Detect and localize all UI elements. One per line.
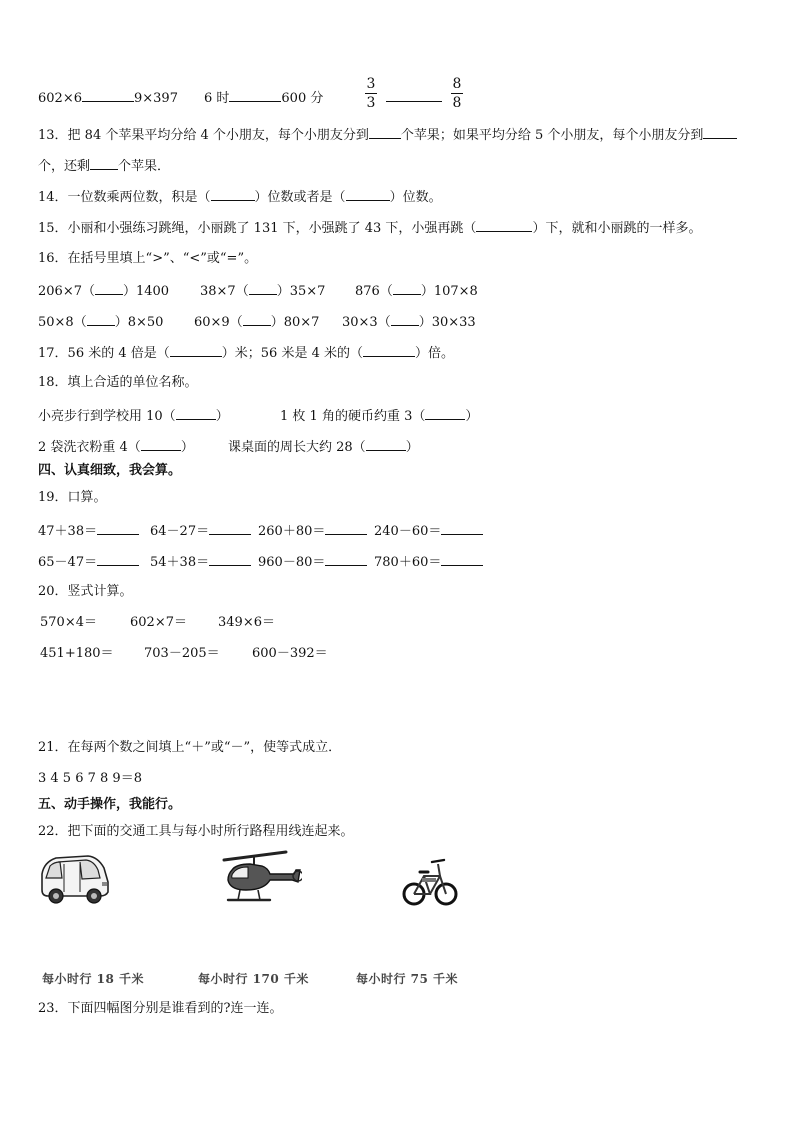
question-16-title: 16．在括号里填上“>”、“<”或“=”。 bbox=[38, 251, 258, 266]
blank[interactable] bbox=[369, 126, 401, 139]
question-21-title: 21．在每两个数之间填上“＋”或“－”，使等式成立． bbox=[38, 740, 342, 755]
q19-item bbox=[150, 553, 251, 571]
text: 260＋80＝ bbox=[258, 524, 326, 539]
text: ）倍。 bbox=[414, 346, 454, 361]
denominator: 3 bbox=[366, 95, 376, 111]
text: ）30×33 bbox=[418, 315, 476, 330]
blank[interactable] bbox=[363, 344, 415, 357]
question-13-line1 bbox=[38, 126, 737, 144]
text: ）下，就和小丽跳的一样多。 bbox=[532, 221, 702, 236]
text: 30×3（ bbox=[342, 315, 391, 330]
text: 65－47＝ bbox=[38, 555, 98, 570]
answer-blank[interactable] bbox=[441, 553, 483, 566]
text: ） bbox=[215, 409, 229, 424]
text: 15．小丽和小强练习跳绳，小丽跳了 131 下，小强跳了 43 下，小强再跳（ bbox=[38, 221, 477, 236]
fraction-bar bbox=[365, 93, 377, 94]
blank[interactable] bbox=[366, 438, 406, 451]
blank[interactable] bbox=[90, 157, 118, 170]
blank[interactable] bbox=[393, 282, 421, 295]
text: 38×7（ bbox=[200, 284, 249, 299]
helicopter-icon[interactable] bbox=[216, 848, 302, 912]
question-14 bbox=[38, 188, 442, 206]
expr-6h: 6 时 bbox=[204, 91, 230, 106]
question-22-title: 22．把下面的交通工具与每小时所行路程用线连起来。 bbox=[38, 824, 354, 839]
text: ） bbox=[180, 440, 194, 455]
q18-item bbox=[38, 407, 229, 425]
text: 个，还剩 bbox=[38, 159, 91, 174]
question-15 bbox=[38, 219, 701, 237]
text: 780＋60＝ bbox=[374, 555, 442, 570]
text: 876（ bbox=[355, 284, 393, 299]
expr-9x397: 9×397 bbox=[133, 91, 178, 106]
text: ） bbox=[405, 440, 419, 455]
question-18-title: 18．填上合适的单位名称。 bbox=[38, 375, 198, 390]
q20-item: 349×6＝ bbox=[218, 615, 275, 630]
q16-item bbox=[38, 313, 163, 331]
text: 小亮步行到学校用 10（ bbox=[38, 409, 176, 424]
denominator: 8 bbox=[452, 95, 462, 111]
text: ）位数或者是（ bbox=[254, 190, 346, 205]
question-21-expression: 3 4 5 6 7 8 9＝8 bbox=[38, 771, 142, 786]
answer-blank[interactable] bbox=[325, 522, 367, 535]
compare-time bbox=[204, 89, 323, 107]
answer-blank[interactable] bbox=[441, 522, 483, 535]
blank[interactable] bbox=[243, 313, 271, 326]
blank[interactable] bbox=[211, 188, 255, 201]
q19-item bbox=[38, 522, 139, 540]
section-5-heading: 五、动手操作，我能行。 bbox=[38, 797, 182, 812]
answer-blank[interactable] bbox=[97, 553, 139, 566]
fraction-bar bbox=[451, 93, 463, 94]
blank[interactable] bbox=[82, 89, 134, 102]
blank[interactable] bbox=[703, 126, 737, 139]
text: 47＋38＝ bbox=[38, 524, 98, 539]
blank[interactable] bbox=[176, 407, 216, 420]
blank[interactable] bbox=[87, 313, 115, 326]
text: 14．一位数乘两位数，积是（ bbox=[38, 190, 211, 205]
blank[interactable] bbox=[386, 101, 442, 102]
blank[interactable] bbox=[476, 219, 532, 232]
fraction-8-8 bbox=[450, 76, 464, 111]
answer-blank[interactable] bbox=[97, 522, 139, 535]
speed-caption-170[interactable]: 每小时行 170 千米 bbox=[198, 972, 309, 986]
text: ）1400 bbox=[122, 284, 170, 299]
q20-item: 451+180＝ bbox=[40, 646, 114, 661]
q20-item: 703－205＝ bbox=[144, 646, 220, 661]
blank[interactable] bbox=[391, 313, 419, 326]
car-icon[interactable] bbox=[36, 852, 112, 908]
q20-item: 600－392＝ bbox=[252, 646, 328, 661]
speed-caption-75[interactable]: 每小时行 75 千米 bbox=[356, 972, 459, 986]
q19-item bbox=[38, 553, 139, 571]
blank[interactable] bbox=[229, 89, 281, 102]
text: ）80×7 bbox=[270, 315, 320, 330]
text: 960－80＝ bbox=[258, 555, 326, 570]
question-23-title: 23．下面四幅图分别是谁看到的?连一连。 bbox=[38, 1001, 283, 1016]
expr-600min: 600 分 bbox=[281, 91, 324, 106]
section-4-heading: 四、认真细致，我会算。 bbox=[38, 463, 182, 478]
text: 13．把 84 个苹果平均分给 4 个小朋友，每个小朋友分到 bbox=[38, 128, 369, 143]
text: 50×8（ bbox=[38, 315, 87, 330]
text: 课桌面的周长大约 28（ bbox=[228, 440, 366, 455]
blank[interactable] bbox=[425, 407, 465, 420]
blank[interactable] bbox=[346, 188, 390, 201]
fraction-3-3 bbox=[364, 76, 378, 111]
answer-blank[interactable] bbox=[209, 553, 251, 566]
q16-item bbox=[342, 313, 476, 331]
question-17 bbox=[38, 344, 454, 362]
q16-item bbox=[200, 282, 325, 300]
blank[interactable] bbox=[95, 282, 123, 295]
text: 17．56 米的 4 倍是（ bbox=[38, 346, 170, 361]
expr-602x6: 602×6 bbox=[38, 91, 82, 106]
numerator: 3 bbox=[366, 76, 376, 92]
text: 60×9（ bbox=[194, 315, 243, 330]
text: ）8×50 bbox=[114, 315, 164, 330]
text: ）35×7 bbox=[276, 284, 326, 299]
compare-row bbox=[38, 89, 178, 107]
text: 个苹果． bbox=[118, 159, 171, 174]
answer-blank[interactable] bbox=[325, 553, 367, 566]
q19-item bbox=[258, 553, 367, 571]
text: ）位数。 bbox=[389, 190, 442, 205]
text: 个苹果；如果平均分给 5 个小朋友，每个小朋友分到 bbox=[400, 128, 704, 143]
q19-item bbox=[374, 522, 483, 540]
q19-item bbox=[150, 522, 251, 540]
text: 240－60＝ bbox=[374, 524, 442, 539]
q18-item bbox=[228, 438, 419, 456]
q18-item bbox=[280, 407, 478, 425]
q16-item bbox=[355, 282, 478, 300]
answer-blank[interactable] bbox=[209, 522, 251, 535]
question-13-line2 bbox=[38, 157, 170, 175]
q19-item bbox=[258, 522, 367, 540]
numerator: 8 bbox=[452, 76, 462, 92]
q16-item bbox=[38, 282, 169, 300]
text: 206×7（ bbox=[38, 284, 95, 299]
bicycle-icon[interactable] bbox=[402, 850, 458, 914]
text: 1 枚 1 角的硬币约重 3（ bbox=[280, 409, 426, 424]
text: 54＋38＝ bbox=[150, 555, 210, 570]
blank[interactable] bbox=[249, 282, 277, 295]
blank[interactable] bbox=[170, 344, 222, 357]
q19-item bbox=[374, 553, 483, 571]
question-19-title: 19．口算。 bbox=[38, 490, 107, 505]
text: 64－27＝ bbox=[150, 524, 210, 539]
q18-item bbox=[38, 438, 194, 456]
question-20-title: 20．竖式计算。 bbox=[38, 584, 133, 599]
text: ）米；56 米是 4 米的（ bbox=[221, 346, 363, 361]
speed-caption-18[interactable]: 每小时行 18 千米 bbox=[42, 972, 145, 986]
q16-item bbox=[194, 313, 319, 331]
text: 2 袋洗衣粉重 4（ bbox=[38, 440, 141, 455]
blank[interactable] bbox=[141, 438, 181, 451]
text: ） bbox=[465, 409, 479, 424]
q20-item: 570×4＝ bbox=[40, 615, 97, 630]
text: ）107×8 bbox=[420, 284, 478, 299]
q20-item: 602×7＝ bbox=[130, 615, 187, 630]
